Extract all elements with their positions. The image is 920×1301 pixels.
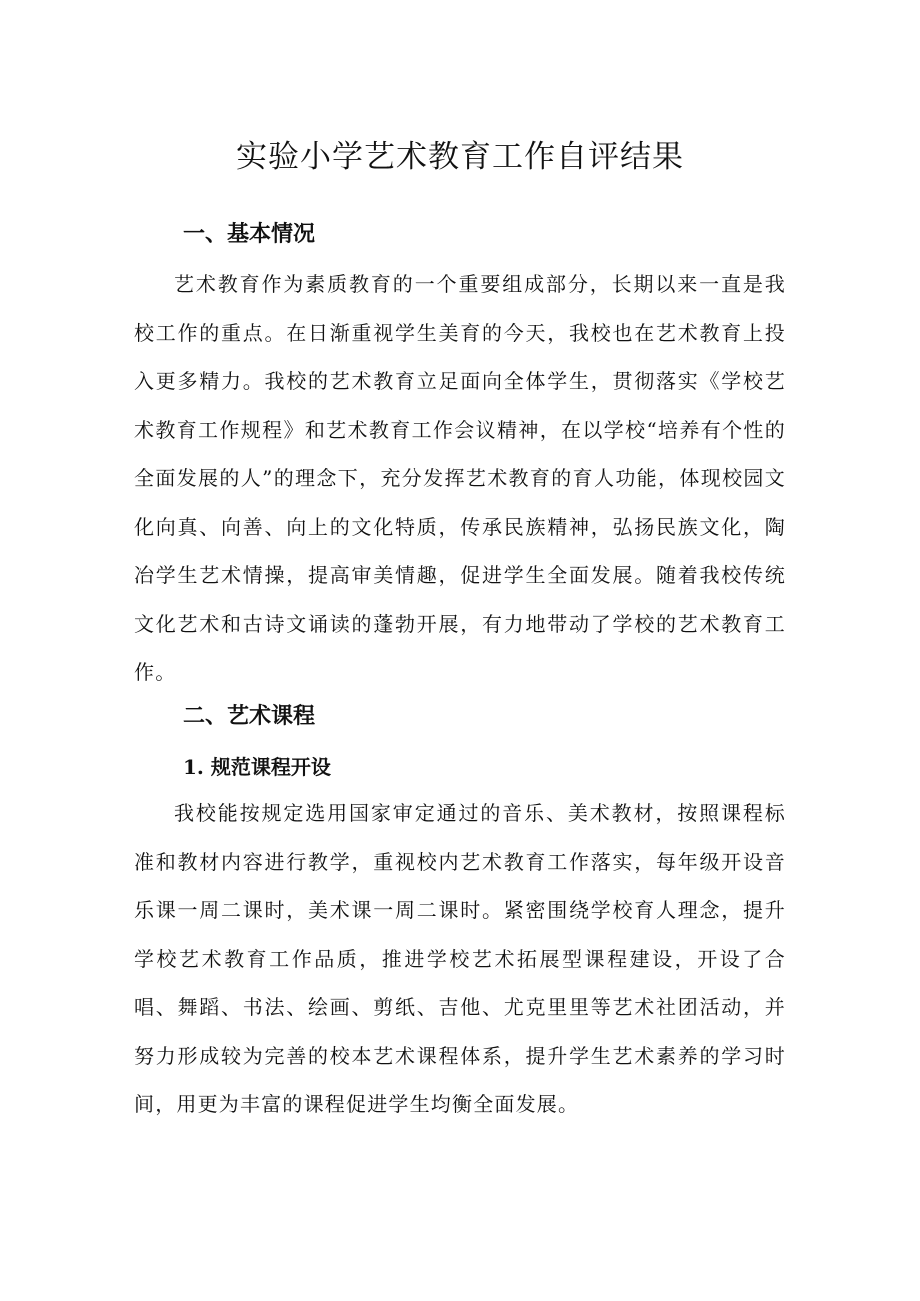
section-heading-art-curriculum: 二、艺术课程 [183, 704, 316, 729]
section-paragraph-art-curriculum: 我校能按规定选用国家审定通过的音乐、美术教材，按照课程标准和教材内容进行教学，重视校内艺术教育工作落实，每年级开设音乐课一周二课时，美术课一周二课时。紧密围绕学校育人理念，提升学校艺术教育工作品质，推进学校艺术拓展型课程建设，开设了合唱、舞蹈、书法、绘画、剪纸、吉他、尤克里里等艺术社团活动，并努力形成较为完善的校本艺术课程体系，提升学生艺术素养的学习时间，用更为丰富的课程促进学生均衡全面发展。 [134, 801, 786, 1116]
subheading-standardize-courses: 1. 规范课程开设 [183, 755, 331, 779]
section-paragraph-basic-situation: 艺术教育作为素质教育的一个重要组成部分，长期以来一直是我校工作的重点。在日渐重视学生美育的今天，我校也在艺术教育上投入更多精力。我校的艺术教育立足面向全体学生，贯彻落实《学校艺术教育工作规程》和艺术教育工作会议精神，在以学校“培养有个性的全面发展的人”的理念下，充分发挥艺术教育的育人功能，体现校园文化向真、向善、向上的文化特质，传承民族精神，弘扬民族文化，陶冶学生艺术情操，提高审美情趣，促进学生全面发展。随着我校传统文化艺术和古诗文诵读的蓬勃开展，有力地带动了学校的艺术教育工作。 [134, 272, 786, 684]
section-heading-basic-situation: 一、基本情况 [183, 222, 316, 247]
document-title: 实验小学艺术教育工作自评结果 [236, 139, 684, 175]
